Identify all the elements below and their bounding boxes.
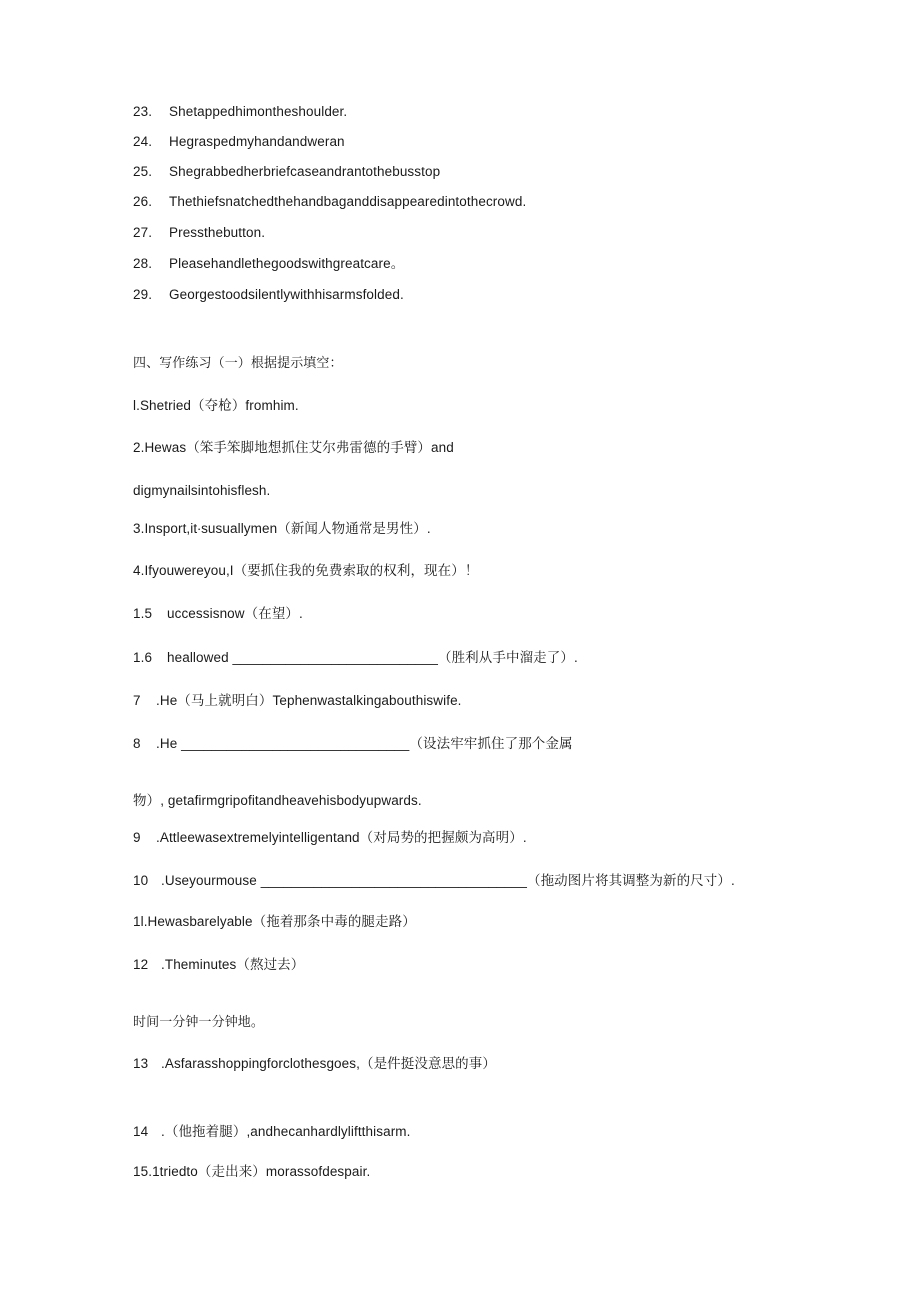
exercise-text: .Attleewasextremelyintelligentand（对局势的把握颇为高明）. bbox=[156, 830, 527, 845]
exercise-text: .Theminutes（熬过去） bbox=[161, 957, 305, 972]
exercise-text: heallowed ___________________________（胜利从手中溜走了）. bbox=[167, 650, 578, 665]
exercise-number: 1.5 bbox=[133, 606, 153, 621]
item-text: Shegrabbedherbriefcaseandrantothebusstop bbox=[169, 164, 441, 179]
section-heading: 四、写作练习（一）根据提示填空： bbox=[133, 356, 343, 371]
item-text: Shetappedhimontheshoulder. bbox=[169, 104, 348, 119]
item-text: Pleasehandlethegoodswithgreatcare。 bbox=[169, 256, 405, 271]
exercise-line: l.Shetried（夺枪）fromhim. bbox=[133, 398, 299, 413]
exercise-text: .Useyourmouse ___________________________________（拖动图片将其调整为新的尺寸）. bbox=[161, 873, 735, 888]
exercise-number: 12 bbox=[133, 957, 149, 972]
item-number: 29. bbox=[133, 287, 153, 302]
exercise-number: 7 bbox=[133, 693, 141, 708]
exercise-text: uccessisnow（在望）. bbox=[167, 606, 303, 621]
exercise-text: .Asfarasshoppingforclothesgoes,（是件挺没意思的事） bbox=[161, 1056, 496, 1071]
exercise-line: digmynailsintohisflesh. bbox=[133, 483, 271, 498]
exercise-text: .He ______________________________（设法牢牢抓住了那个金属 bbox=[156, 736, 573, 751]
exercise-number: 1.6 bbox=[133, 650, 153, 665]
item-number: 26. bbox=[133, 194, 153, 209]
exercise-number: 10 bbox=[133, 873, 149, 888]
item-text: Thethiefsnatchedthehandbaganddisappearedintothecrowd. bbox=[169, 194, 527, 209]
exercise-line: 2.Hewas（笨手笨脚地想抓住艾尔弗雷德的手臂）and bbox=[133, 440, 454, 455]
item-text: Hegraspedmyhandandweran bbox=[169, 134, 345, 149]
exercise-line: 4.Ifyouwereyou,I（要抓住我的免费索取的权利，现在）！ bbox=[133, 563, 479, 578]
exercise-line: 15.1triedto（走出来）morassofdespair. bbox=[133, 1164, 371, 1179]
item-text: Pressthebutton. bbox=[169, 225, 266, 240]
exercise-number: 9 bbox=[133, 830, 141, 845]
item-number: 24. bbox=[133, 134, 153, 149]
item-number: 28. bbox=[133, 256, 153, 271]
exercise-line: 3.Insport,it∙susuallymen（新闻人物通常是男性）. bbox=[133, 521, 431, 536]
exercise-text: .（他拖着腿）,andhecanhardlyliftthisarm. bbox=[161, 1124, 411, 1139]
exercise-line: 物）, getafirmgripofitandheavehisbodyupwards. bbox=[133, 793, 422, 808]
item-number: 23. bbox=[133, 104, 153, 119]
exercise-line: 1l.Hewasbarelyable（拖着那条中毒的腿走路） bbox=[133, 914, 416, 929]
exercise-number: 14 bbox=[133, 1124, 149, 1139]
item-text: Georgestoodsilentlywithhisarmsfolded. bbox=[169, 287, 404, 302]
exercise-line: 时间一分钟一分钟地。 bbox=[133, 1015, 265, 1030]
exercise-text: .He（马上就明白）Tephenwastalkingabouthiswife. bbox=[156, 693, 462, 708]
item-number: 25. bbox=[133, 164, 153, 179]
exercise-number: 8 bbox=[133, 736, 141, 751]
item-number: 27. bbox=[133, 225, 153, 240]
exercise-number: 13 bbox=[133, 1056, 149, 1071]
